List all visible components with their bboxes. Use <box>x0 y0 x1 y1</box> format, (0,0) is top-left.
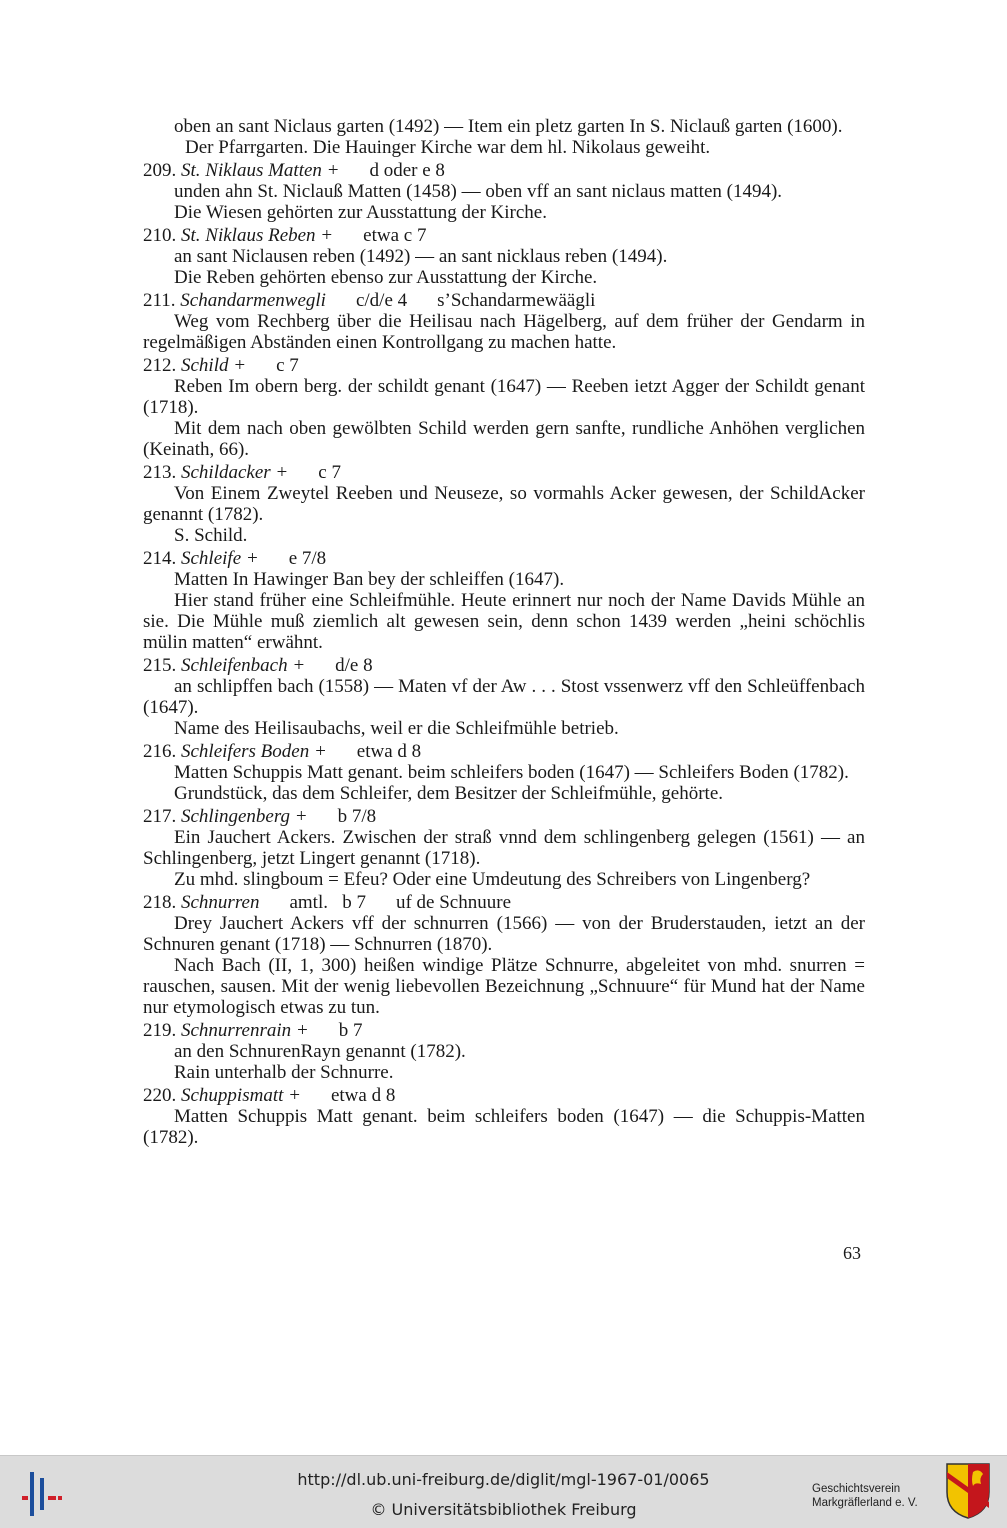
entry-grid-ref: etwa d 8 <box>330 1085 396 1106</box>
entry-name: St. Niklaus Reben + <box>181 225 334 246</box>
entry-paragraph: Weg vom Rechberg über die Heilisau nach Hägelberg, auf dem früher der Gendarm in regelmäßigen Abständen einen Kontrollgang zu machen hatte. <box>143 311 865 353</box>
entry-name: Schild + <box>181 355 247 376</box>
entry-paragraph: Matten Schuppis Matt genant. beim schleifers boden (1647) — Schleifers Boden (1782). <box>174 762 849 783</box>
entry-heading <box>143 1020 865 1041</box>
entry-paragraph: Drey Jauchert Ackers vff der schnurren (1566) — von der Bruderstauden, ietzt an der Schnuren genant (1718) — Schnurren (1870). <box>143 913 865 955</box>
entry-number: 218. <box>143 892 177 913</box>
entry-number: 212. <box>143 355 177 376</box>
entry-paragraph: Name des Heilisaubachs, weil er die Schleifmühle betrieb. <box>174 718 619 739</box>
entry-name: Schandarmenwegli <box>180 290 326 311</box>
entry-paragraph: Hier stand früher eine Schleifmühle. Heute erinnert nur noch der Name Davids Mühle an sie. Die Mühle muß ziemlich alt gewesen sein, denn schon 1439 werden „heini schöchlis mülin matten“ erwähnt. <box>143 590 865 653</box>
entry-paragraph: Die Reben gehörten ebenso zur Ausstattung der Kirche. <box>174 267 598 288</box>
entry-name: St. Niklaus Matten + <box>181 160 340 181</box>
entry-number: 219. <box>143 1020 177 1041</box>
entry-number: 220. <box>143 1085 177 1106</box>
entry-grid-ref: etwa d 8 <box>356 741 422 762</box>
coat-of-arms-icon <box>945 1462 991 1520</box>
entry-heading <box>143 355 865 376</box>
entry-paragraph: Mit dem nach oben gewölbten Schild werden gern sanfte, rundliche Anhöhen verglichen (Keinath, 66). <box>143 418 865 460</box>
entry-name: Schnurren <box>181 892 260 913</box>
entry-name: Schleifers Boden + <box>181 741 327 762</box>
entry-heading <box>143 548 865 569</box>
entry-paragraph: an schlipffen bach (1558) — Maten vf der Aw . . . Stost vssenwerz vff den Schleüffenbach (1647). <box>143 676 865 718</box>
entry-name: Schuppismatt + <box>181 1085 301 1106</box>
entry-number: 217. <box>143 806 177 827</box>
society-name <box>812 1482 918 1510</box>
entry-paragraph: Reben Im obern berg. der schildt genant (1647) — Reeben ietzt Agger der Schildt genant (1718). <box>143 376 865 418</box>
entry-paragraph: Rain unterhalb der Schnurre. <box>174 1062 394 1083</box>
entry-grid-ref: b 7 <box>338 1020 363 1041</box>
entry-number: 211. <box>143 290 176 311</box>
entry-grid-ref: e 7/8 <box>288 548 327 569</box>
society-name-line2: Markgräflerland e. V. <box>812 1497 918 1509</box>
entry-number: 210. <box>143 225 177 246</box>
entry-paragraph: Die Wiesen gehörten zur Ausstattung der Kirche. <box>174 202 547 223</box>
entry-paragraph: Grundstück, das dem Schleifer, dem Besitzer der Schleifmühle, gehörte. <box>174 783 724 804</box>
text-column <box>143 116 865 1148</box>
entry-grid-ref: c 7 <box>276 355 299 376</box>
entry-paragraph: Matten Schuppis Matt genant. beim schleifers boden (1647) — die Schuppis-Matten (1782). <box>143 1106 865 1148</box>
entry-heading <box>143 462 865 483</box>
entry-heading <box>143 741 865 762</box>
intro-paragraph-2: Der Pfarrgarten. Die Hauinger Kirche war dem hl. Nikolaus geweiht. <box>185 137 711 158</box>
entry-heading <box>143 1085 865 1106</box>
footer-copyright: © Universitätsbibliothek Freiburg <box>370 1500 637 1519</box>
entry-name: Schnurrenrain + <box>181 1020 309 1041</box>
intro-paragraph-1: oben an sant Niclaus garten (1492) — Item ein pletz garten In S. Niclauß garten (1600). <box>174 116 843 137</box>
entry-paragraph: Von Einem Zweytel Reeben und Neuseze, so vormahls Acker gewesen, der SchildAcker genannt (1782). <box>143 483 865 525</box>
entry-grid-ref: c/d/e 4 <box>355 290 408 311</box>
entry-heading <box>143 806 865 827</box>
entry-paragraph: S. Schild. <box>174 525 248 546</box>
entry-paragraph: an sant Niclausen reben (1492) — an sant nicklaus reben (1494). <box>174 246 668 267</box>
footer-bar <box>0 1455 1007 1528</box>
entry-name: Schleife + <box>181 548 259 569</box>
entry-paragraph: an den SchnurenRayn genannt (1782). <box>174 1041 466 1062</box>
entry-grid-ref: d/e 8 <box>335 655 373 676</box>
entry-grid-ref: d oder e 8 <box>369 160 445 181</box>
entry-dialect-form: uf de Schnuure <box>395 892 512 913</box>
footer-url[interactable]: http://dl.ub.uni-freiburg.de/diglit/mgl-1967-01/0065 <box>297 1470 710 1489</box>
entry-number: 214. <box>143 548 177 569</box>
entry-heading <box>143 160 865 181</box>
entry-paragraph: Ein Jauchert Ackers. Zwischen der straß vnnd dem schlingenberg gelegen (1561) — an Schlingenberg, jetzt Lingert genannt (1718). <box>143 827 865 869</box>
entry-name: Schlingenberg + <box>181 806 308 827</box>
entry-grid-ref: etwa c 7 <box>363 225 427 246</box>
entry-dialect-form: s’Schandarmewäägli <box>437 290 596 311</box>
entry-heading <box>143 290 865 311</box>
entry-grid-ref: c 7 <box>318 462 341 483</box>
page-number: 63 <box>843 1243 861 1263</box>
entry-number: 213. <box>143 462 177 483</box>
entry-grid-ref: b 7/8 <box>337 806 377 827</box>
entry-paragraph: Zu mhd. slingboum = Efeu? Oder eine Umdeutung des Schreibers von Lingenberg? <box>174 869 811 890</box>
entry-paragraph: unden ahn St. Niclauß Matten (1458) — oben vff an sant niclaus matten (1494). <box>174 181 783 202</box>
entry-grid-ref: amtl. b 7 <box>289 892 366 913</box>
entry-list <box>143 160 865 1148</box>
entry-heading <box>143 225 865 246</box>
entry-paragraph: Matten In Hawinger Ban bey der schleiffen (1647). <box>174 569 565 590</box>
society-name-line1: Geschichtsverein <box>812 1483 901 1495</box>
entry-number: 215. <box>143 655 177 676</box>
entry-paragraph: Nach Bach (II, 1, 300) heißen windige Plätze Schnurre, abgeleitet von mhd. snurren = rauschen, sausen. Mit der wenig liebevollen Bezeichnung „Schnuure“ für Mund hat der Name nur etymologisch etwas zu tun. <box>143 955 865 1018</box>
entry-heading <box>143 892 865 913</box>
entry-name: Schildacker + <box>181 462 289 483</box>
entry-name: Schleifenbach + <box>181 655 306 676</box>
entry-number: 216. <box>143 741 177 762</box>
entry-number: 209. <box>143 160 177 181</box>
entry-heading <box>143 655 865 676</box>
